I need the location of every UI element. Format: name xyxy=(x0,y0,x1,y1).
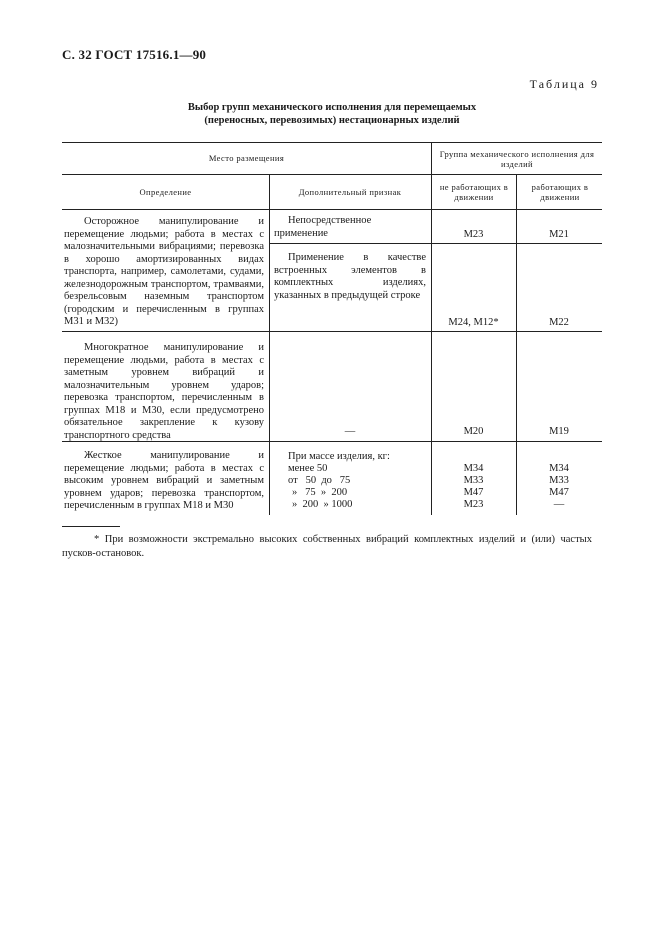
row-divider-1 xyxy=(62,331,602,332)
mass-not-moving: М34 xyxy=(463,463,484,474)
table-label: Таблица 9 xyxy=(529,77,599,91)
mass-not-moving: М47 xyxy=(463,487,484,498)
row-1-sub-1-moving: М21 xyxy=(549,229,569,240)
mass-moving: М47 xyxy=(549,487,569,498)
col-divider-1 xyxy=(269,174,270,515)
mass-range: менее 50 xyxy=(288,463,328,474)
row-3-definition: Жесткое манипулирование и перемещение людьми; работа в местах с высоким уровнем вибраций и заметным уровнем ударов; перевозка транспортом, перечисленным в группах М18 и М30 xyxy=(64,450,264,511)
row-1-sub-2-moving: М22 xyxy=(549,317,569,328)
mass-range: от 50 до 75 xyxy=(288,475,351,486)
subrow-divider xyxy=(269,243,602,244)
caption-line-1: Выбор групп механического исполнения для перемещаемых xyxy=(187,102,477,113)
table-top-border xyxy=(62,142,602,143)
row-1-sub-2-not-moving: М24, М12* xyxy=(448,317,499,328)
mass-range: » 200 » 1000 xyxy=(292,499,353,510)
row-1-definition: Осторожное манипулирование и перемещение людьми; работа в местах с малозначительными вибрациями; перевозка в хорошо амортизированных видах транспорта, например, самолетами, судами, железнодорожным транспортом, трамваями, безрельсовым наземным транспортом (городским и перечисленным в группах М31 и М32) xyxy=(64,216,264,327)
footnote-rule xyxy=(62,526,120,527)
row-1-sub-1-not-moving: М23 xyxy=(463,229,484,240)
mass-range: » 75 » 200 xyxy=(292,487,348,498)
header-moving: работающих в движении xyxy=(531,182,589,202)
row-1-sub-1-extra: Непосредственное применение xyxy=(274,215,372,239)
row-2-moving: М19 xyxy=(549,426,569,437)
mass-moving: — xyxy=(553,499,565,510)
mass-not-moving: М33 xyxy=(463,475,484,486)
header-extra-sign: Дополнительный признак xyxy=(298,187,402,197)
row-2-extra: — xyxy=(344,426,356,437)
header-definition: Определение xyxy=(139,187,192,197)
row-2-not-moving: М20 xyxy=(463,426,484,437)
header-group: Группа механического исполнения для изделий xyxy=(439,149,595,169)
row-1-sub-2-extra: Применение в качестве встроенных элементов в комплектных изделиях, указанных в предыдущей строке xyxy=(274,252,426,301)
page-header: С. 32 ГОСТ 17516.1—90 xyxy=(62,47,207,62)
header-divider xyxy=(62,174,602,175)
row-2-definition: Многократное манипулирование и перемещение людьми, работа в местах с заметным уровнем вибраций и малозначительным уровнем ударов; перевозка транспортом, перечисленным в группах М18 и М30, если предусмотрено обязательное закрепление к кузову транспортного средства xyxy=(64,342,264,441)
mass-moving: М33 xyxy=(549,475,569,486)
mass-moving: М34 xyxy=(549,463,569,474)
footnote: * При возможности экстремально высоких собственных вибраций комплектных изделий и (или) частых пусков-остановок. xyxy=(62,534,592,559)
header-placement: Место размещения xyxy=(208,153,285,163)
caption-line-2: (переносных, перевозимых) нестационарных изделий xyxy=(204,115,460,126)
selection-table xyxy=(62,0,602,936)
header-bottom-border xyxy=(62,209,602,210)
header-not-moving: не работающих в движении xyxy=(439,182,509,202)
row-3-extra-title: При массе изделия, кг: xyxy=(288,451,390,462)
mass-not-moving: М23 xyxy=(463,499,484,510)
